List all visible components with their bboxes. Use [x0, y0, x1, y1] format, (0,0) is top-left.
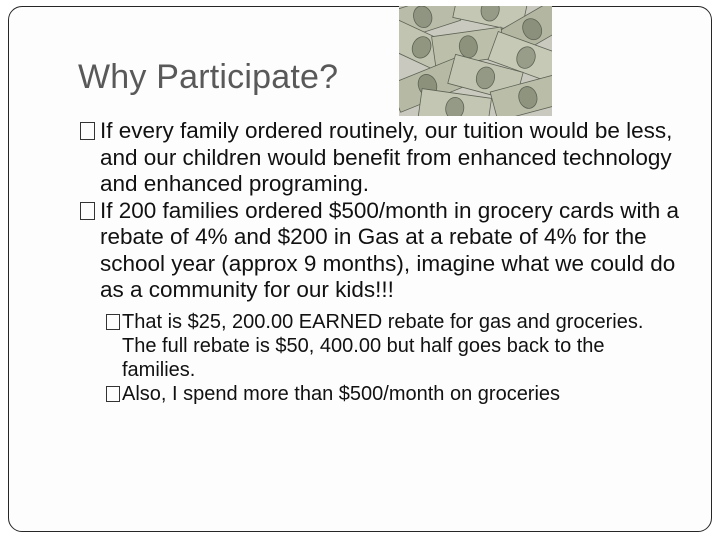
bullet-item	[80, 118, 680, 198]
sub-bullet-item	[80, 310, 680, 382]
bullet-text: If every family ordered routinely, our tuition would be less, and our children would benefit from enhanced technology and enhanced programing.	[100, 118, 673, 196]
bullet-item	[80, 198, 680, 304]
sub-bullet-text: Also, I spend more than $500/month on groceries	[122, 382, 561, 405]
bullet-text: If 200 families ordered $500/month in grocery cards with a rebate of 4% and $200 in Gas at a rebate of 4% for the school year (approx 9 months), imagine what we could do as a community for our kids!!!	[100, 197, 680, 302]
slide-body	[80, 118, 680, 406]
sub-bullet-text: That is $25, 200.00 EARNED rebate for gas and groceries. The full rebate is $50, 400.00 but half goes back to the families.	[122, 310, 644, 381]
bullet-box-icon	[106, 386, 120, 402]
sub-bullet-item	[80, 382, 680, 406]
bullet-box-icon	[80, 202, 95, 220]
money-pile-image	[399, 6, 552, 116]
bullet-box-icon	[106, 314, 120, 330]
bullet-box-icon	[80, 122, 95, 140]
slide-title: Why Participate?	[78, 58, 339, 96]
